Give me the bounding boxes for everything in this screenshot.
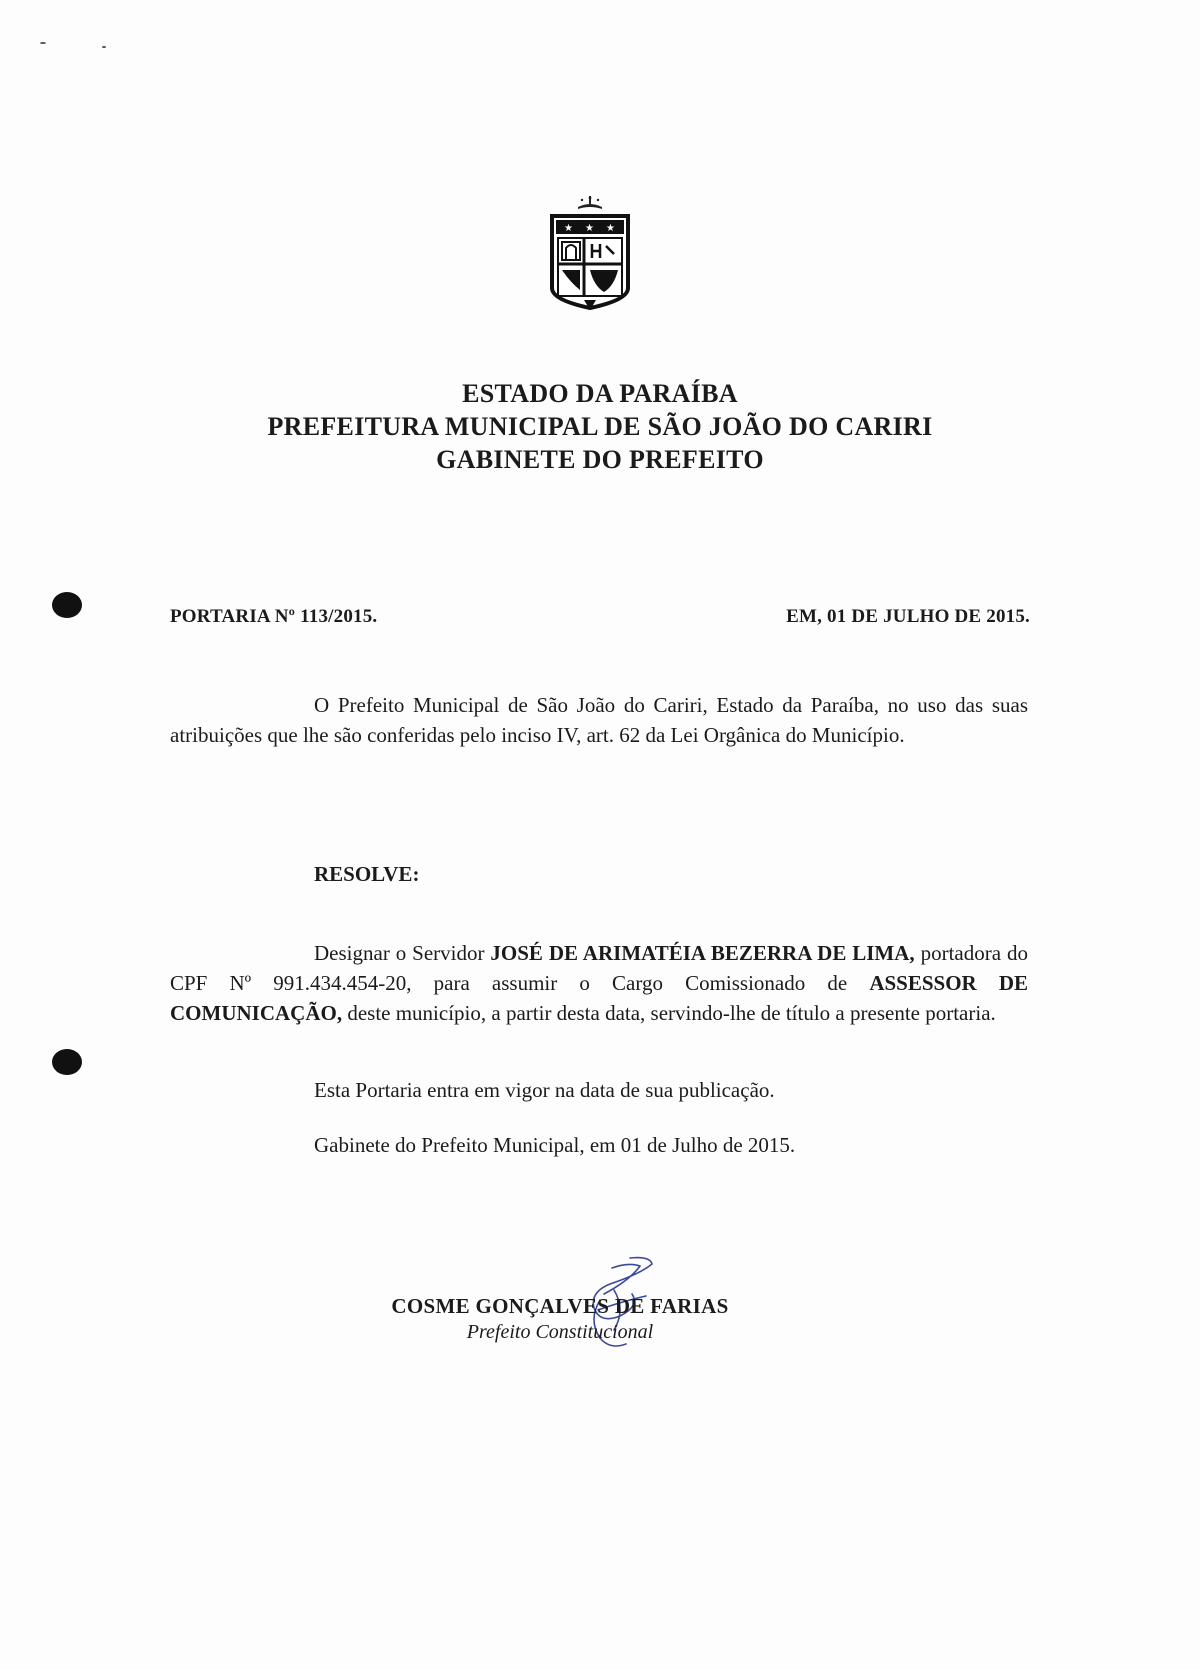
portaria-number: PORTARIA Nº 113/2015. — [170, 606, 378, 627]
svg-text:★: ★ — [585, 223, 594, 234]
designation-start: Designar o Servidor — [314, 941, 485, 965]
signatory-name: COSME GONÇALVES DE FARIAS — [391, 1294, 729, 1318]
header-state: ESTADO DA PARAÍBA — [462, 379, 738, 408]
signatory-role: Prefeito Constitucional — [466, 1321, 654, 1343]
position-title: ASSESSOR DE COMUNICAÇÃO, — [170, 971, 1028, 1025]
scan-speck — [102, 46, 106, 48]
resolve-heading: RESOLVE: — [314, 862, 420, 886]
servant-name: JOSÉ DE ARIMATÉIA BEZERRA DE LIMA, — [490, 941, 915, 965]
svg-text:★: ★ — [564, 223, 573, 234]
header-office: GABINETE DO PREFEITO — [436, 445, 764, 474]
designation-mid: portadora do CPF Nº 991.434.454-20, para assumir o Cargo Comissionado de — [170, 941, 1028, 995]
portaria-date: EM, 01 DE JULHO DE 2015. — [786, 606, 1030, 627]
effect-statement: Esta Portaria entra em vigor na data de sua publicação. — [314, 1078, 775, 1102]
document-header — [0, 377, 1200, 476]
header-municipality: PREFEITURA MUNICIPAL DE SÃO JOÃO DO CARIRI — [267, 412, 933, 441]
svg-text:★: ★ — [606, 223, 615, 234]
designation-paragraph — [170, 938, 1028, 1028]
municipal-coat-of-arms-icon — [548, 196, 632, 312]
punch-hole-bottom — [52, 1049, 82, 1075]
intro-paragraph: O Prefeito Municipal de São João do Cariri, Estado da Paraíba, no uso das suas atribuições que lhe são conferidas pelo inciso IV, art. 62 da Lei Orgânica do Município. — [170, 693, 1028, 747]
signature-block — [0, 1294, 1200, 1344]
scan-speck — [40, 42, 46, 44]
designation-end: deste município, a partir desta data, servindo-lhe de título a presente portaria. — [347, 1001, 996, 1025]
punch-hole-top — [52, 592, 82, 618]
closing-statement: Gabinete do Prefeito Municipal, em 01 de Julho de 2015. — [314, 1133, 796, 1157]
portaria-heading — [170, 606, 1030, 628]
